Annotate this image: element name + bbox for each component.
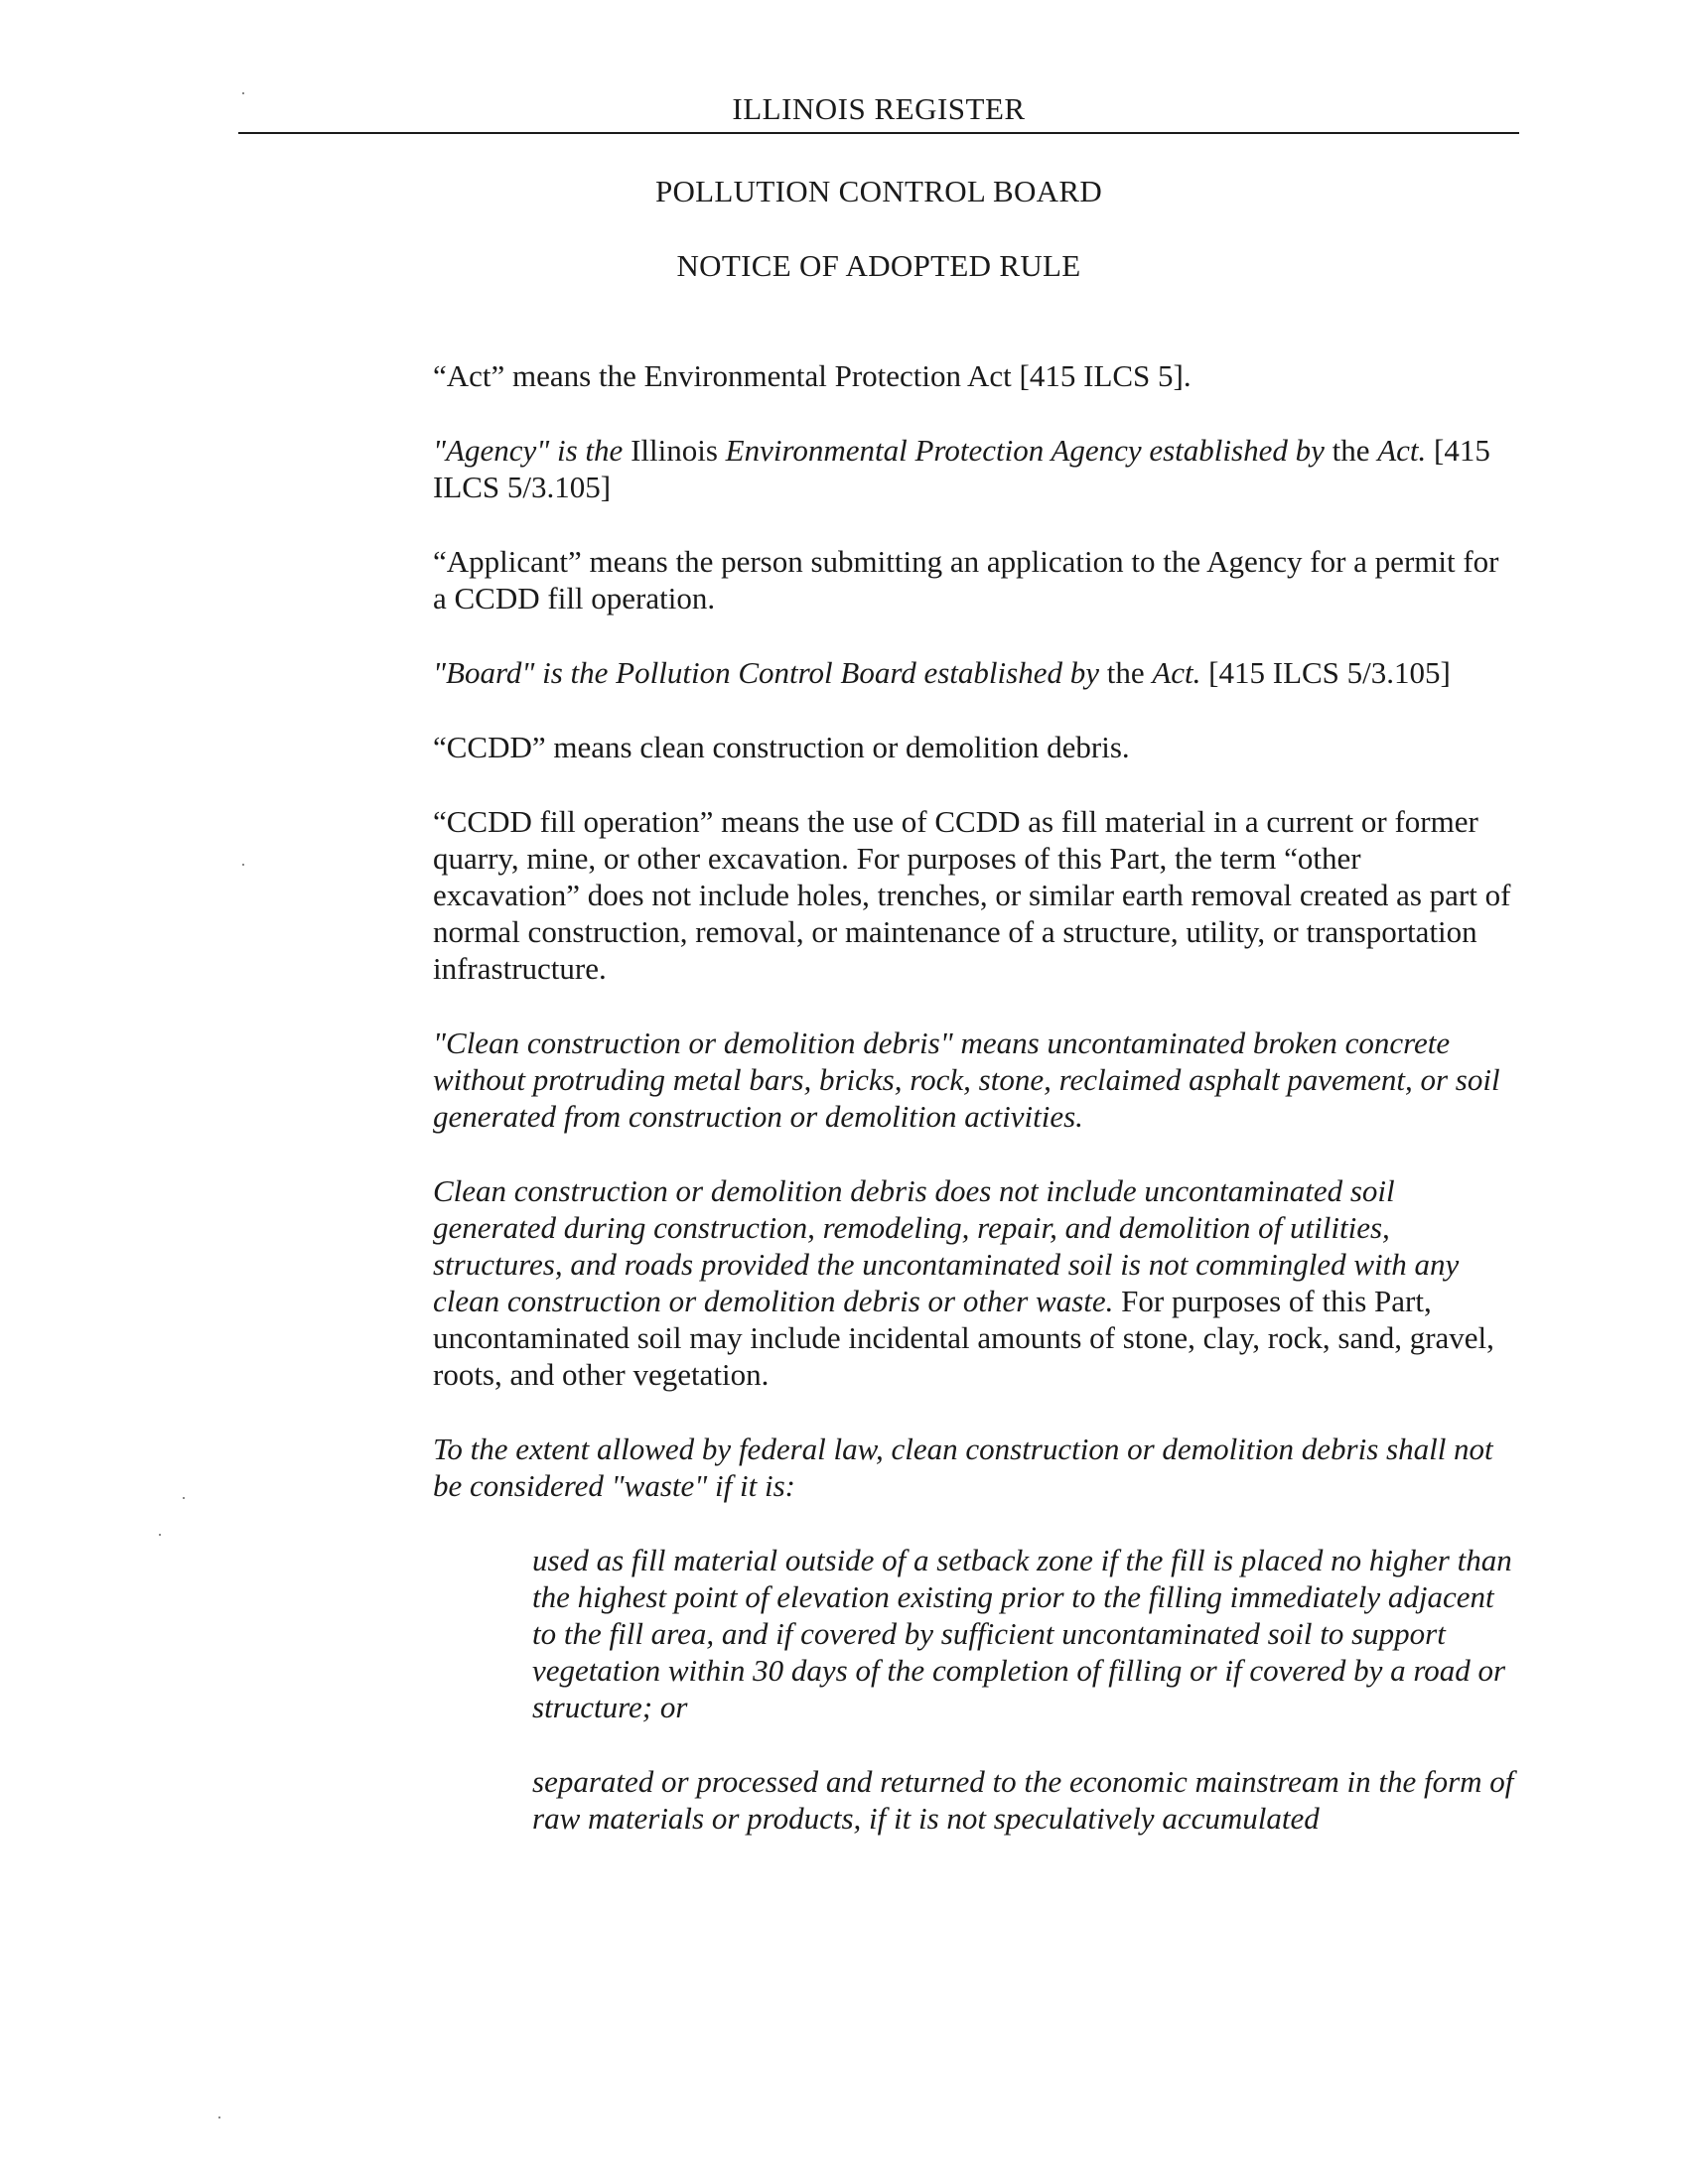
notice-heading: NOTICE OF ADOPTED RULE [676,248,1081,283]
exclusion-statutory-text: Clean construction or demolition debris does not include uncontaminated soil generated during construction, remodeling, repair, and demolition of utilities, structures, and roads provided the uncontaminated soil is not commingled with any clean construction or demolition debris or other waste. [433,1173,1460,1318]
definition-applicant: “Applicant” means the person submitting an application to the Agency for a permit for a CCDD fill operation. [433,544,1499,615]
scan-speck [242,864,244,866]
waste-exemption-intro: To the extent allowed by federal law, clean construction or demolition debris shall not be considered "waste" if it is: [433,1432,1493,1503]
definition-board [433,654,1515,691]
page-header-title: ILLINOIS REGISTER [732,91,1026,126]
definition-agency [433,432,1515,505]
definition-clean-construction-debris: "Clean construction or demolition debris" means uncontaminated broken concrete without protruding metal bars, bricks, rock, stone, reclaimed asphalt pavement, or soil generated from construction or demolition activities. [433,1025,1500,1134]
agency-text-2: Illinois [631,433,726,468]
agency-text-5: Act. [1377,433,1427,468]
board-text-2: the [1106,655,1153,690]
exclusion-board-text: For purposes of this Part, uncontaminated soil may include incidental amounts of stone, clay, rock, sand, gravel, roots, and other vegetation. [433,1284,1494,1392]
header-rule [238,132,1519,134]
waste-exemption-item-fill: used as fill material outside of a setback zone if the fill is placed no higher than the highest point of elevation existing prior to the filling immediately adjacent to the fill area, and if covered by sufficient uncontaminated soil to support vegetation within 30 days of the completion of filling or if covered by a road or structure; or [532,1543,1512,1724]
board-heading: POLLUTION CONTROL BOARD [654,174,1103,208]
agency-text-3: Environmental Protection Agency established by [725,433,1333,468]
scan-speck [242,92,244,94]
board-citation: [415 ILCS 5/3.105] [1200,655,1451,690]
agency-text-1: "Agency" is the [433,433,632,468]
scan-speck [159,1534,161,1536]
agency-citation: [415 ILCS 5/3.105] [433,433,1490,504]
definition-ccdd: “CCDD” means clean construction or demolition debris. [433,730,1130,764]
scan-speck [183,1497,185,1499]
definition-ccdd-fill-operation: “CCDD fill operation” means the use of CCDD as fill material in a current or former quarry, mine, or other excavation. For purposes of this Part, the term “other excavation” does not include holes, trenches, or similar earth removal created as part of normal construction, removal, or maintenance of a structure, utility, or transportation infrastructure. [433,804,1511,986]
clean-debris-exclusion [433,1172,1515,1393]
definition-act: “Act” means the Environmental Protection Act [415 ILCS 5]. [433,358,1192,393]
waste-exemption-item-processed: separated or processed and returned to the economic mainstream in the form of raw materials or products, if it is not speculatively accumulated [532,1764,1514,1836]
document-body [433,357,1515,1874]
scan-speck [218,2116,220,2118]
board-text-3: Act. [1152,655,1201,690]
agency-text-4: the [1332,433,1378,468]
board-text-1: "Board" is the Pollution Control Board established by [433,655,1107,690]
